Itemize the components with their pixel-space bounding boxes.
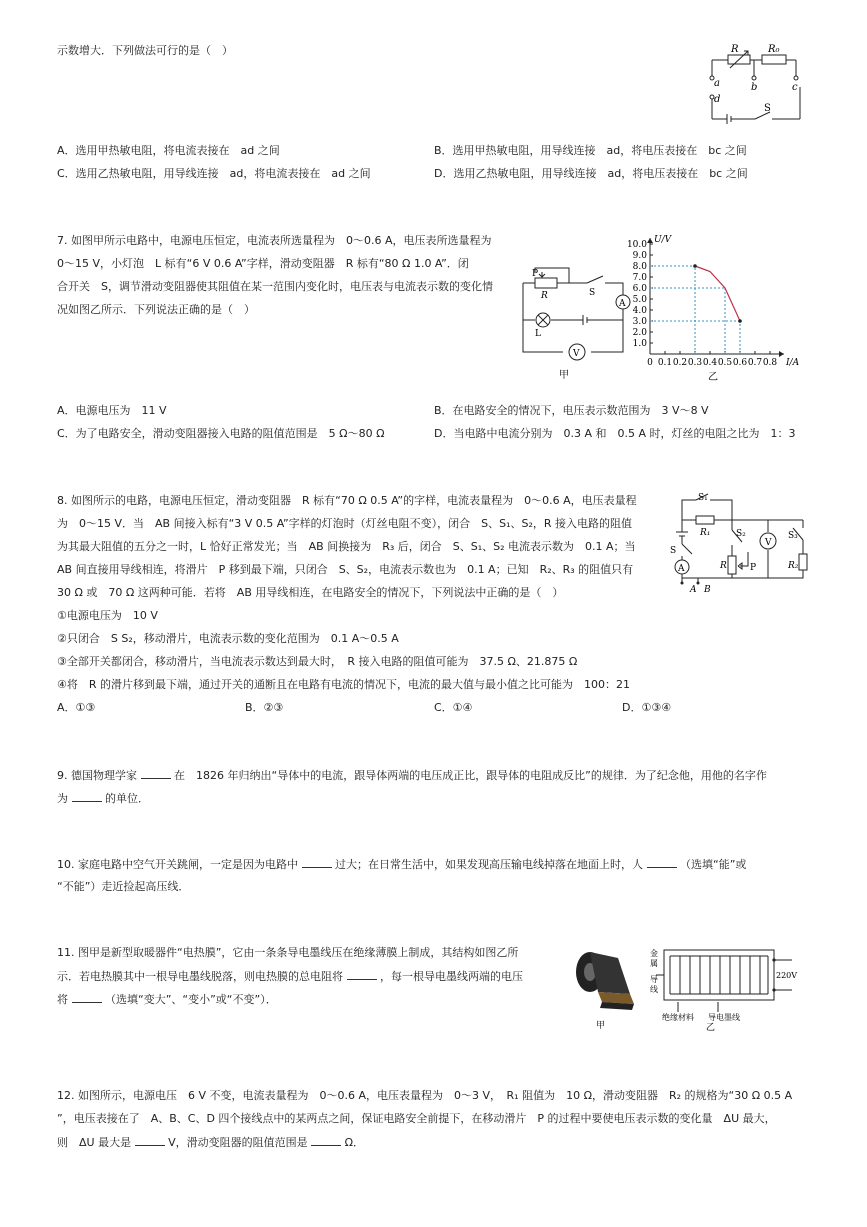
q10-text-3: （选填“能”或 [680, 858, 747, 871]
x-tick-label: 0.2 [672, 358, 688, 368]
y-axis-label: U/V [654, 235, 672, 245]
q6-label-d: d [714, 94, 721, 105]
q8-node-B: B [704, 585, 711, 595]
q11-line-2 [57, 969, 523, 984]
q8-statement-4: ④将 R 的滑片移到最下端，通过开关的通断且在电路有电流的情况下，电流的最大值与最小值之比可能为 100：21 [57, 678, 630, 691]
q8-option-d: D．①③④ [622, 701, 672, 714]
q8-label-S2: S₂ [736, 529, 746, 539]
q10-line-1 [57, 857, 746, 872]
q8-statement-1: ①电源电压为 10 V [57, 609, 158, 622]
x-tick-label: 0.7 [747, 358, 763, 368]
q9-text-1: 9. 德国物理学家 [57, 769, 137, 782]
q11-metal-char-3: 导 [650, 975, 658, 984]
y-tick-label: 6.0 [632, 284, 647, 294]
x-tick-label: 0.3 [687, 358, 703, 368]
q9-line-2 [57, 791, 149, 806]
q11-line-3 [57, 992, 277, 1007]
x-tick-label: 0.1 [657, 358, 673, 368]
q8-line-3: 为其最大阻值的五分之一时，L 恰好正常发光；当 AB 间换接为 R₃ 后，闭合 S、S₁、S₂ 电流表示数为 0.1 A；当 [57, 540, 636, 553]
q9-blank-2[interactable] [72, 791, 102, 802]
q7-option-b: B．在电路安全的情况下，电压表示数范围为 3 V～8 V [434, 404, 709, 417]
x-tick-label: 0.4 [702, 358, 718, 368]
x-tick-label: 0.6 [732, 358, 748, 368]
heating-film-roll-image [576, 952, 634, 1010]
q11-text-3a: 将 [57, 993, 68, 1006]
y-tick-label: 1.0 [632, 339, 647, 349]
y-tick-label: 5.0 [632, 295, 647, 305]
q8-option-c: C．①④ [434, 701, 473, 714]
q8-label-R2: R₂ [788, 561, 799, 571]
q8-line-5: 30 Ω 或 70 Ω 这两种可能．若将 AB 用导线相连，在电路安全的情况下，下列说法中正确的是（ ） [57, 586, 564, 599]
q11-caption-jia: 甲 [596, 1021, 606, 1031]
heating-film-structure [656, 950, 792, 1012]
q12-text-3c: Ω． [344, 1136, 365, 1149]
q7-option-d: D．当电路中电流分别为 0.3 A 和 0.5 A 时，灯丝的电阻之比为 1：3 [434, 427, 796, 440]
q6-label-R: R [731, 44, 739, 55]
q7-label-P: P [532, 269, 539, 279]
q6-stem-tail: 示数增大．下列做法可行的是（ ） [57, 44, 233, 57]
q8-line-1: 8. 如图所示的电路，电源电压恒定，滑动变阻器 R 标有“70 Ω 0.5 A”的字样，电流表量程为 0～0.6 A，电压表量程 [57, 494, 637, 507]
q6-circuit [700, 40, 815, 125]
q11-caption-yi: 乙 [706, 1023, 716, 1032]
q6-label-b: b [751, 82, 758, 93]
q10-blank-2[interactable] [647, 857, 677, 868]
q11-metal-char-4: 线 [650, 985, 658, 994]
q12-text-3b: V，滑动变阻器的阻值范围是 [168, 1136, 308, 1149]
q7-label-V: V [573, 349, 580, 359]
q10-text-2: 过大；在日常生活中，如果发现高压输电线掉落在地面上时，人 [335, 858, 643, 871]
q8-label-R: R [720, 561, 727, 571]
q9-text-2: 在 1826 年归纳出“导体中的电流，跟导体两端的电压成正比，跟导体的电阻成反比”的规律．为了纪念他，用他的名字作 [174, 769, 767, 782]
q10-text-1: 10. 家庭电路中空气开关跳闸，一定是因为电路中 [57, 858, 298, 871]
q11-text-2a: 示．若电热膜其中一根导电墨线脱落，则电热膜的总电阻将 [57, 970, 343, 983]
q9-line-1 [57, 768, 767, 783]
q6-option-b: B．选用甲热敏电阻，用导线连接 ad，将电压表接在 bc 之间 [434, 144, 747, 157]
q7-option-c: C．为了电路安全，滑动变阻器接入电路的阻值范围是 5 Ω～80 Ω [57, 427, 385, 440]
x-tick-label: 0.5 [717, 358, 733, 368]
y-tick-label: 7.0 [632, 273, 647, 283]
q8-label-S1: S₁ [698, 493, 708, 503]
q7-circuit-jia [515, 262, 635, 382]
q8-circuit [668, 490, 813, 595]
q8-line-4: AB 间直接用导线相连，将滑片 P 移到最下端，只闭合 S、S₂，电流表示数也为 0.1 A；已知 R₂、R₃ 的阻值只有 [57, 563, 634, 576]
q8-option-b: B．②③ [245, 701, 284, 714]
q12-line-3 [57, 1135, 364, 1150]
q11-text-3b: （选填“变大”、“变小”或“不变”）． [105, 993, 277, 1006]
y-axis-arrow [647, 238, 653, 243]
q11-metal-char-2: 属 [650, 959, 658, 968]
q8-line-2: 为 0～15 V．当 AB 间接入标有“3 V 0.5 A”字样的灯泡时（灯丝电阻不变），闭合 S、S₁、S₂，R 接入电路的阻值 [57, 517, 633, 530]
q6-label-R0: R₀ [768, 44, 780, 55]
q8-label-A: A [678, 564, 685, 574]
q8-label-P: P [750, 563, 757, 573]
q6-label-c: c [792, 82, 798, 93]
q8-statement-2: ②只闭合 S S₂，移动滑片，电流表示数的变化范围为 0.1 A～0.5 A [57, 632, 399, 645]
q7-label-L: L [535, 329, 541, 339]
q6-option-d: D．选用乙热敏电阻，用导线连接 ad，将电压表接在 bc 之间 [434, 167, 748, 180]
q11-ink-line-label: 导电墨线 [708, 1013, 740, 1022]
q8-label-S: S [670, 546, 677, 556]
q8-node-A: A [690, 585, 697, 595]
q7-label-S: S [589, 288, 596, 298]
q7-label-A: A [619, 299, 626, 309]
q8-statement-3: ③全部开关都闭合，移动滑片，当电流表示数达到最大时， R 接入电路的阻值可能为 37.5 Ω、21.875 Ω [57, 655, 578, 668]
q11-insulation-label: 绝缘材料 [662, 1013, 694, 1022]
q11-line-1: 11. 图甲是新型取暖器件“电热膜”，它由一条条导电墨线压在绝缘薄膜上制成，其结构如图乙所 [57, 946, 519, 959]
q7-option-a: A．电源电压为 11 V [57, 404, 167, 417]
x-axis-arrow [779, 351, 784, 357]
q8-option-a: A．①③ [57, 701, 96, 714]
q11-voltage-label: 220V [776, 971, 798, 980]
q11-metal-char-1: 金 [650, 949, 658, 958]
q11-text-2b: ，每一根导电墨线两端的电压 [380, 970, 523, 983]
q7-label-R: R [541, 291, 548, 301]
q12-text-3a: 则 ΔU 最大是 [57, 1136, 132, 1149]
q10-blank-1[interactable] [302, 857, 332, 868]
q7-line-2: 0～15 V，小灯泡 L 标有“6 V 0.6 A”字样，滑动变阻器 R 标有“80 Ω 1.0 A”．闭 [57, 257, 469, 270]
q7-line-3: 合开关 S，调节滑动变阻器使其阻值在某一范围内变化时，电压表与电流表示数的变化情 [57, 280, 493, 293]
q11-blank-1[interactable] [347, 969, 377, 980]
q8-label-R1: R₁ [700, 528, 711, 538]
q7-line-4: 况如图乙所示．下列说法正确的是（ ） [57, 303, 255, 316]
x-tick-label: 0.8 [762, 358, 778, 368]
y-tick-label: 9.0 [632, 251, 647, 261]
q12-line-2: ”，电压表接在了 A、B、C、D 四个接线点中的某两点之间，保证电路安全前提下，在移动滑片 P 的过程中要使电压表示数的变化量 ΔU 最大， [57, 1112, 776, 1125]
q6-option-a: A．选用甲热敏电阻，将电流表接在 ad 之间 [57, 144, 280, 157]
x-axis-label: I/A [786, 358, 800, 368]
q8-label-S3: S₃ [788, 531, 798, 541]
y-tick-label: 10.0 [626, 240, 647, 250]
q7-ui-graph [620, 232, 810, 382]
q12-line-1: 12. 如图所示，电源电压 6 V 不变，电流表量程为 0～0.6 A，电压表量程为 0～3 V， R₁ 阻值为 10 Ω，滑动变阻器 R₂ 的规格为“30 Ω 0.5 A [57, 1089, 793, 1102]
q9-text-4: 的单位． [105, 792, 149, 805]
q7-line-1: 7. 如图甲所示电路中，电源电压恒定，电流表所选量程为 0～0.6 A，电压表所选量程为 [57, 234, 492, 247]
q12-blank-1[interactable] [135, 1135, 165, 1146]
q6-label-S: S [764, 103, 771, 114]
q11-figure [568, 940, 813, 1032]
q8-label-V: V [765, 538, 772, 548]
q6-label-a: a [714, 78, 720, 89]
y-tick-label: 2.0 [632, 328, 647, 338]
y-tick-label: 8.0 [632, 262, 647, 272]
u-i-curve [695, 266, 740, 321]
y-tick-label: 3.0 [632, 317, 647, 327]
q12-blank-2[interactable] [311, 1135, 341, 1146]
q11-blank-2[interactable] [72, 992, 102, 1003]
q7-caption-jia: 甲 [559, 370, 569, 381]
curve-end-point [738, 319, 742, 323]
q9-blank-1[interactable] [141, 768, 171, 779]
x-tick-label: 0 [647, 358, 653, 368]
y-tick-label: 4.0 [632, 306, 647, 316]
q10-line-2: “不能”）走近捡起高压线． [57, 880, 190, 893]
q6-option-c: C．选用乙热敏电阻，用导线连接 ad，将电流表接在 ad 之间 [57, 167, 371, 180]
q7-caption-yi: 乙 [708, 372, 718, 382]
curve-start-point [693, 264, 697, 268]
q9-text-3: 为 [57, 792, 68, 805]
